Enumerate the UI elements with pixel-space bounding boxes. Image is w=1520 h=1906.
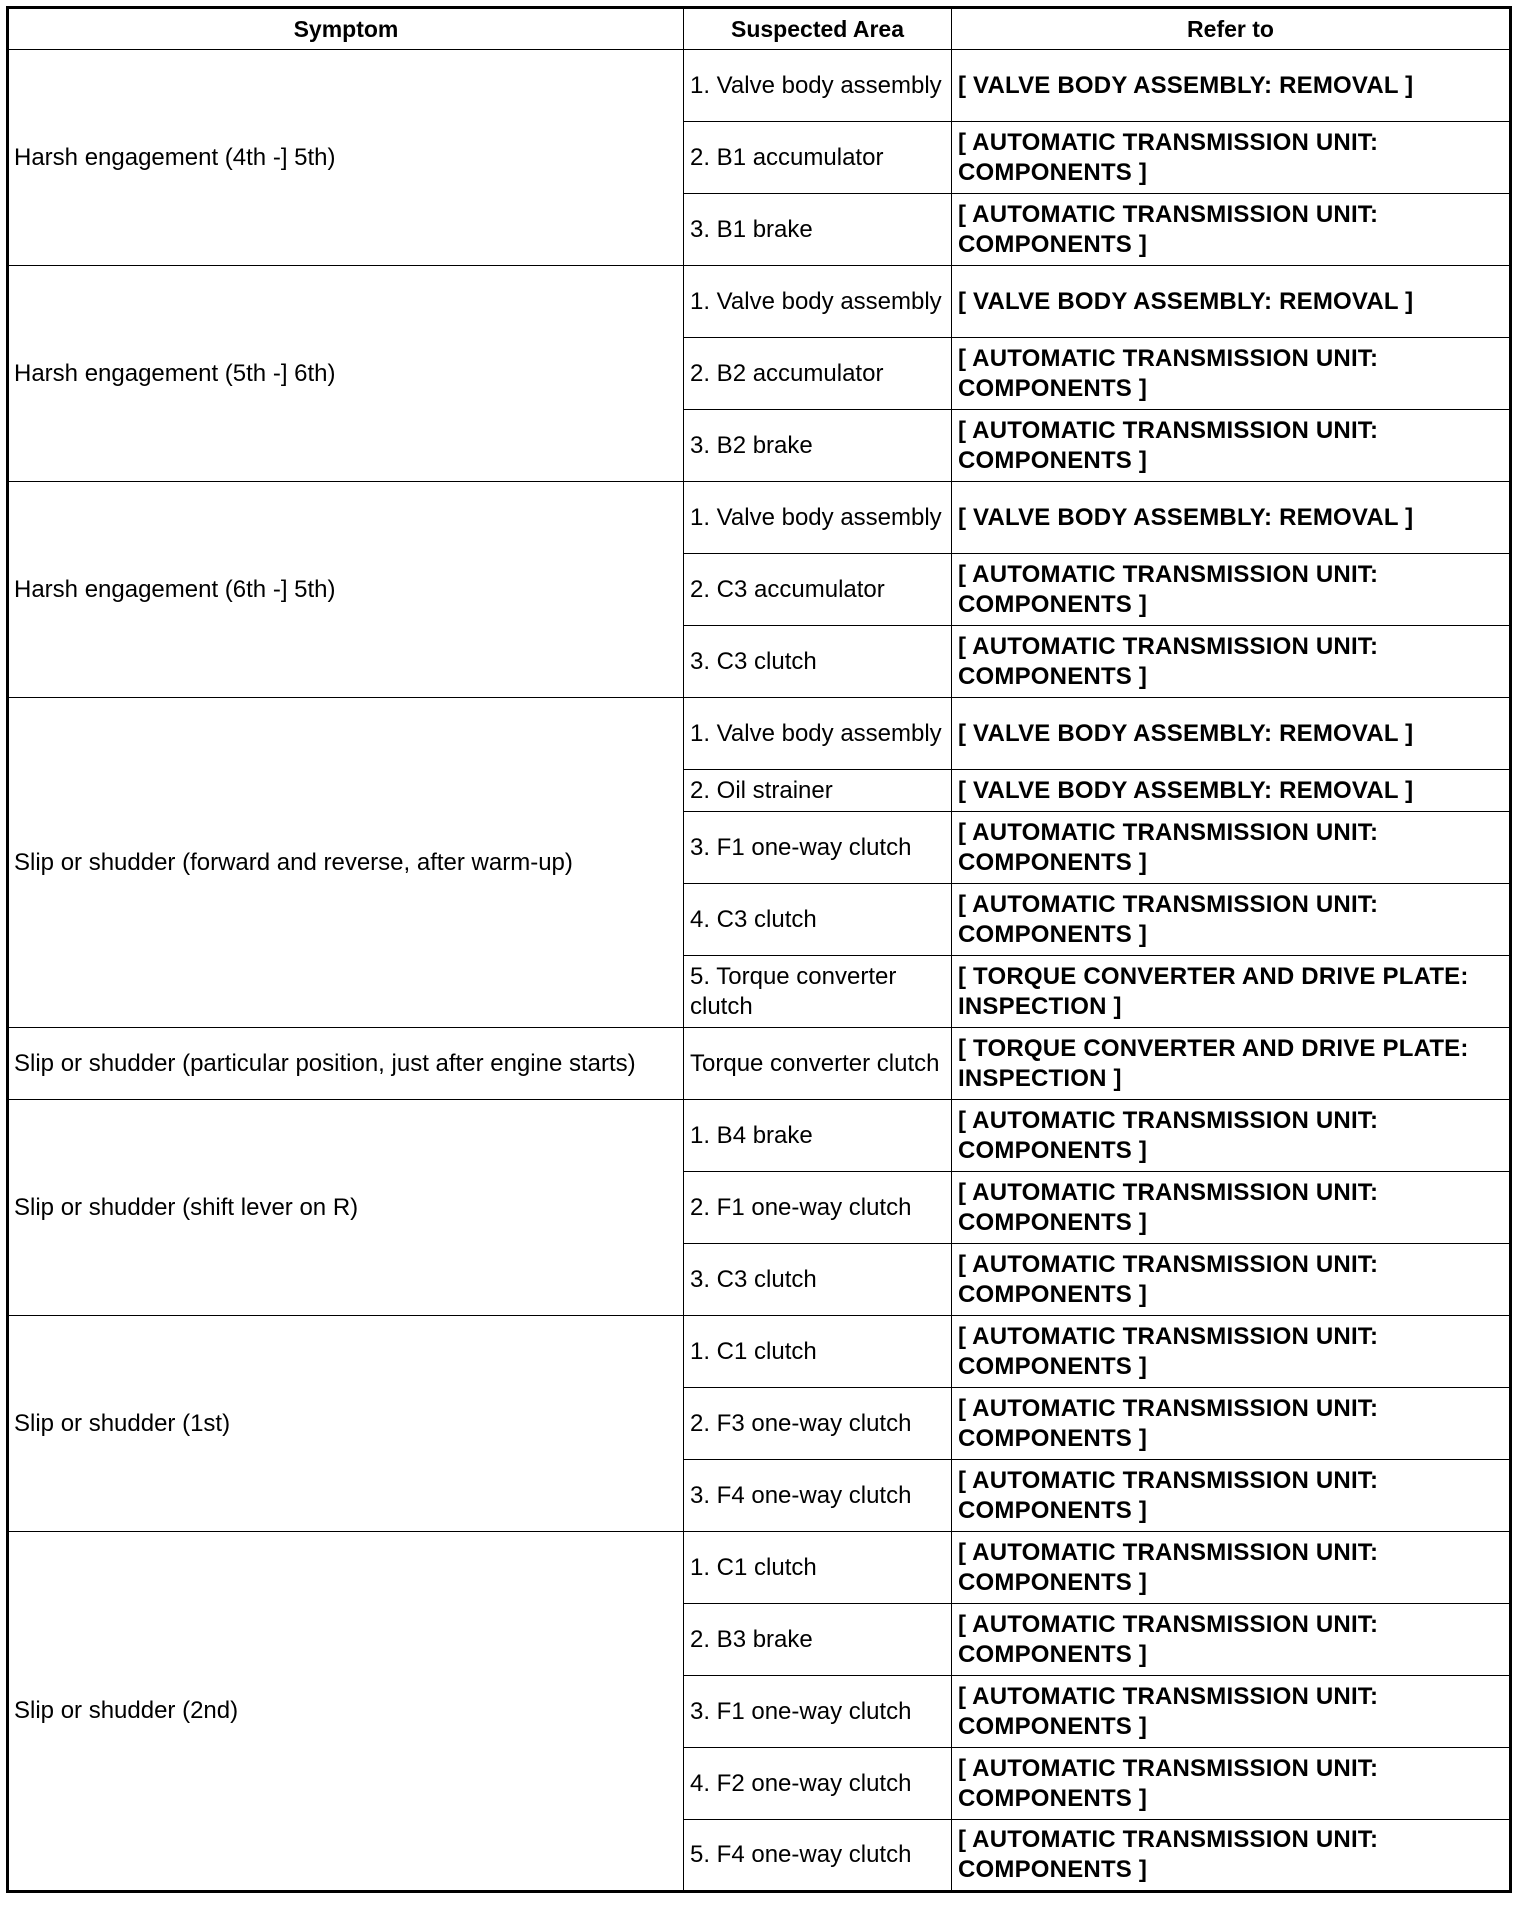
table-header: [8, 8, 1511, 50]
suspected-area-cell: 3. B2 brake: [684, 410, 952, 482]
table-row: [8, 698, 1511, 770]
suspected-area-cell: 2. B1 accumulator: [684, 122, 952, 194]
refer-to-cell: [ AUTOMATIC TRANSMISSION UNIT: COMPONENTS ]: [952, 1388, 1511, 1460]
symptom-cell: Slip or shudder (shift lever on R): [8, 1100, 684, 1316]
refer-to-cell: [ TORQUE CONVERTER AND DRIVE PLATE: INSPECTION ]: [952, 956, 1511, 1028]
table-row: [8, 266, 1511, 338]
refer-to-cell: [ AUTOMATIC TRANSMISSION UNIT: COMPONENTS ]: [952, 1244, 1511, 1316]
table-row: [8, 1316, 1511, 1388]
suspected-area-cell: 1. C1 clutch: [684, 1532, 952, 1604]
suspected-area-cell: 3. C3 clutch: [684, 1244, 952, 1316]
refer-to-cell: [ AUTOMATIC TRANSMISSION UNIT: COMPONENTS ]: [952, 884, 1511, 956]
refer-to-cell: [ AUTOMATIC TRANSMISSION UNIT: COMPONENTS ]: [952, 410, 1511, 482]
refer-to-cell: [ AUTOMATIC TRANSMISSION UNIT: COMPONENTS ]: [952, 1676, 1511, 1748]
suspected-area-cell: 3. F1 one-way clutch: [684, 1676, 952, 1748]
refer-to-cell: [ AUTOMATIC TRANSMISSION UNIT: COMPONENTS ]: [952, 122, 1511, 194]
symptom-cell: Slip or shudder (forward and reverse, after warm-up): [8, 698, 684, 1028]
suspected-area-cell: 1. Valve body assembly: [684, 50, 952, 122]
refer-to-cell: [ VALVE BODY ASSEMBLY: REMOVAL ]: [952, 482, 1511, 554]
refer-to-cell: [ AUTOMATIC TRANSMISSION UNIT: COMPONENTS ]: [952, 626, 1511, 698]
suspected-area-cell: 2. F1 one-way clutch: [684, 1172, 952, 1244]
table-row: [8, 1532, 1511, 1604]
troubleshooting-table: [6, 6, 1512, 1893]
refer-to-cell: [ VALVE BODY ASSEMBLY: REMOVAL ]: [952, 698, 1511, 770]
refer-to-cell: [ AUTOMATIC TRANSMISSION UNIT: COMPONENTS ]: [952, 1604, 1511, 1676]
suspected-area-cell: 3. B1 brake: [684, 194, 952, 266]
suspected-area-cell: 2. Oil strainer: [684, 770, 952, 812]
header-refer-to: Refer to: [952, 8, 1511, 50]
suspected-area-cell: 4. F2 one-way clutch: [684, 1748, 952, 1820]
suspected-area-cell: 5. Torque converter clutch: [684, 956, 952, 1028]
suspected-area-cell: 3. C3 clutch: [684, 626, 952, 698]
header-row: [8, 8, 1511, 50]
table-row: [8, 1028, 1511, 1100]
refer-to-cell: [ TORQUE CONVERTER AND DRIVE PLATE: INSPECTION ]: [952, 1028, 1511, 1100]
suspected-area-cell: Torque converter clutch: [684, 1028, 952, 1100]
header-symptom: Symptom: [8, 8, 684, 50]
suspected-area-cell: 4. C3 clutch: [684, 884, 952, 956]
table-row: [8, 50, 1511, 122]
suspected-area-cell: 2. B2 accumulator: [684, 338, 952, 410]
suspected-area-cell: 3. F1 one-way clutch: [684, 812, 952, 884]
suspected-area-cell: 5. F4 one-way clutch: [684, 1820, 952, 1892]
symptom-cell: Slip or shudder (1st): [8, 1316, 684, 1532]
table-row: [8, 1100, 1511, 1172]
suspected-area-cell: 3. F4 one-way clutch: [684, 1460, 952, 1532]
symptom-cell: Slip or shudder (2nd): [8, 1532, 684, 1892]
table-body: [8, 50, 1511, 1892]
refer-to-cell: [ AUTOMATIC TRANSMISSION UNIT: COMPONENTS ]: [952, 554, 1511, 626]
symptom-cell: Slip or shudder (particular position, just after engine starts): [8, 1028, 684, 1100]
refer-to-cell: [ AUTOMATIC TRANSMISSION UNIT: COMPONENTS ]: [952, 1748, 1511, 1820]
refer-to-cell: [ AUTOMATIC TRANSMISSION UNIT: COMPONENTS ]: [952, 812, 1511, 884]
suspected-area-cell: 1. Valve body assembly: [684, 698, 952, 770]
refer-to-cell: [ AUTOMATIC TRANSMISSION UNIT: COMPONENTS ]: [952, 338, 1511, 410]
symptom-cell: Harsh engagement (5th -] 6th): [8, 266, 684, 482]
suspected-area-cell: 2. B3 brake: [684, 1604, 952, 1676]
refer-to-cell: [ AUTOMATIC TRANSMISSION UNIT: COMPONENTS ]: [952, 1172, 1511, 1244]
header-suspected-area: Suspected Area: [684, 8, 952, 50]
refer-to-cell: [ AUTOMATIC TRANSMISSION UNIT: COMPONENTS ]: [952, 1532, 1511, 1604]
suspected-area-cell: 2. F3 one-way clutch: [684, 1388, 952, 1460]
refer-to-cell: [ AUTOMATIC TRANSMISSION UNIT: COMPONENTS ]: [952, 1316, 1511, 1388]
suspected-area-cell: 1. Valve body assembly: [684, 482, 952, 554]
refer-to-cell: [ VALVE BODY ASSEMBLY: REMOVAL ]: [952, 50, 1511, 122]
symptom-cell: Harsh engagement (6th -] 5th): [8, 482, 684, 698]
suspected-area-cell: 2. C3 accumulator: [684, 554, 952, 626]
suspected-area-cell: 1. B4 brake: [684, 1100, 952, 1172]
suspected-area-cell: 1. Valve body assembly: [684, 266, 952, 338]
refer-to-cell: [ AUTOMATIC TRANSMISSION UNIT: COMPONENTS ]: [952, 1100, 1511, 1172]
symptom-cell: Harsh engagement (4th -] 5th): [8, 50, 684, 266]
refer-to-cell: [ AUTOMATIC TRANSMISSION UNIT: COMPONENTS ]: [952, 1820, 1511, 1892]
suspected-area-cell: 1. C1 clutch: [684, 1316, 952, 1388]
refer-to-cell: [ VALVE BODY ASSEMBLY: REMOVAL ]: [952, 770, 1511, 812]
refer-to-cell: [ AUTOMATIC TRANSMISSION UNIT: COMPONENTS ]: [952, 1460, 1511, 1532]
table-row: [8, 482, 1511, 554]
refer-to-cell: [ VALVE BODY ASSEMBLY: REMOVAL ]: [952, 266, 1511, 338]
refer-to-cell: [ AUTOMATIC TRANSMISSION UNIT: COMPONENTS ]: [952, 194, 1511, 266]
